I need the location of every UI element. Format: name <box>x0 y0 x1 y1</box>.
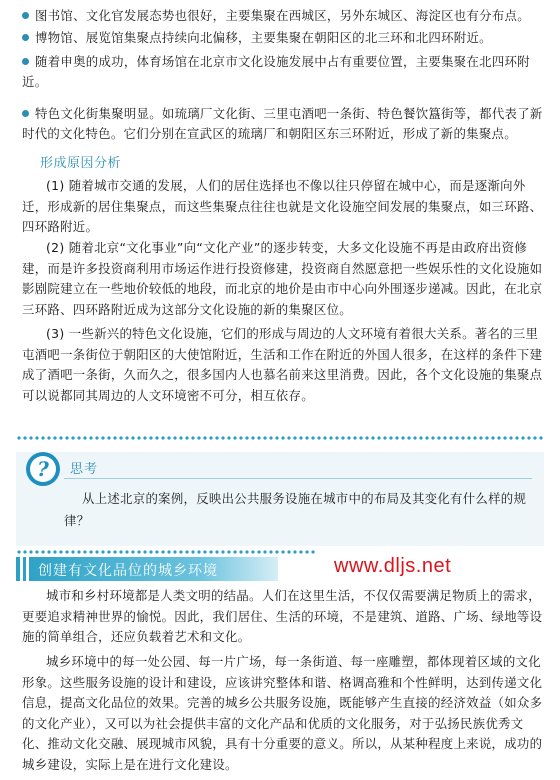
question-mark-icon: ? <box>26 452 60 486</box>
bullet-item: 特色文化街集聚明显。如琉璃厂文化街、三里屯酒吧一条街、特色餐饮簋街等，都代表了新时代的文化特色。它们分别在宣武区的琉璃厂和朝阳区东三环附近，形成了新的集聚点。 <box>22 106 543 141</box>
paragraph: (2) 随着北京“文化事业”向“文化产业”的逐步转变，大多文化设施不再是由政府出资修建，而是许多投资商利用市场运作进行投资修建，投资商自然愿意把一些娱乐性的文化设施如影剧院建立在一些地价较低的地段，而北京的地价是由市中心向外围逐步递减。因此，在北京三环路、四环路附近成为这部分文化设施的新的集聚区位。 <box>22 240 543 317</box>
subheading: 形成原因分析 <box>40 156 122 171</box>
bullet-dot-icon <box>22 34 29 41</box>
bullet-dot-icon <box>22 110 29 117</box>
dotted-divider <box>16 550 316 554</box>
paragraph: (3) 一些新兴的特色文化设施，它们的形成与周边的人文环境有着很大关系。著名的三里屯酒吧一条街位于朝阳区的大使馆附近，生活和工作在附近的外国人很多，在这样的条件下建成了酒吧一条街，久而久之，很多国内人也慕名前来这里消费。因此，各个文化设施的集聚点可以说都同其周边的人文环境密不可分，相互依存。 <box>22 326 543 403</box>
section-title: 创建有文化品位的城乡环境 <box>38 563 218 579</box>
paragraph: 城乡环境中的每一处公园、每一片广场，每一条街道、每一座雕塑，都体现着区域的文化形象。这些服务设施的设计和建设，应该讲究整体和谐、格调高雅和个性鲜明，达到传递文化信息，提高文化品位的效果。完善的城乡公共服务设施，既能够产生直接的经济效益（如众多的文化产业），又可以为社会提供丰富的文化产品和优质的文化服务，对于弘扬民族优秀文化、推动文化交融、展现城市风貌，具有十分重要的意义。所以，从某种程度上来说，成功的城乡建设，实际上是在进行文化建设。 <box>22 654 543 772</box>
bullet-item: 图书馆、文化官发展态势也很好，主要集聚在西城区，另外东城区、海淀区也有分布点。 <box>22 6 544 26</box>
paragraph: 城市和乡村环境都是人类文明的结晶。人们在这里生活，不仅仅需要满足物质上的需求，更要追求精神世界的愉悦。因此，我们居住、生活的环境，不是建筑、道路、广场、绿地等设施的简单组合，还应负载着艺术和文化。 <box>22 588 543 644</box>
think-question: 从上述北京的案例，反映出公共服务设施在城市中的布局及其变化有什么样的规律？ <box>64 491 527 528</box>
think-divider <box>64 478 532 479</box>
dotted-divider <box>16 436 544 440</box>
bullet-dot-icon <box>22 12 29 19</box>
paragraph: (1) 随着城市交通的发展，人们的居住选择也不像以往只停留在城中心，而是逐渐向外迁，形成新的居住集聚点，而这些集聚点往往也就是文化设施空间发展的集聚点，如三环路、四环路附近。 <box>22 178 543 234</box>
bullet-dot-icon <box>22 58 29 65</box>
bullet-item: 博物馆、展览馆集聚点持续向北偏移，主要集聚在朝阳区的北三环和北四环附近。 <box>22 28 544 48</box>
bullet-item: 随着申奥的成功，体育场馆在北京市文化设施发展中占有重要位置，主要集聚在北四环附近。 <box>22 54 530 89</box>
think-label: 思考 <box>70 462 99 477</box>
watermark-url: www.dljs.net <box>334 555 452 577</box>
